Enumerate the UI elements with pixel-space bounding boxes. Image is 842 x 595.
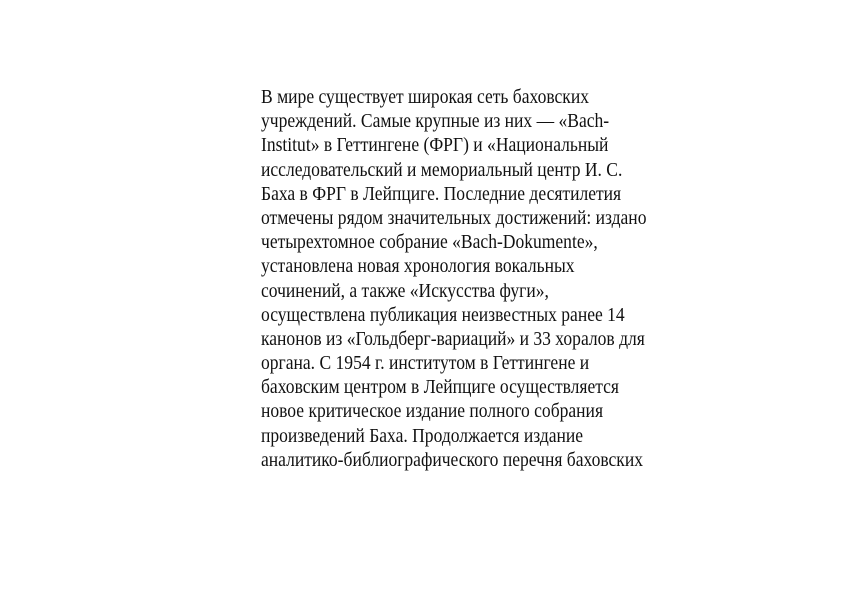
body-paragraph [261,85,691,472]
text-line: четырехтомное собрание «Bach-Dokumente», [261,231,598,254]
text-line: органа. С 1954 г. институтом в Геттингене и [261,352,590,375]
text-line: баховским центром в Лейпциге осуществляется [261,376,619,399]
text-line: отмечены рядом значительных достижений: издано [261,206,647,229]
text-line: произведений Баха. Продолжается издание [261,424,584,447]
text-line: В мире существует широкая сеть баховских [261,86,589,108]
text-line: сочинений, а также «Искусства фуги», [261,279,549,302]
text-line: установлена новая хронология вокальных [261,255,575,278]
text-line: аналитико-библиографического перечня баховских [261,448,643,471]
text-line: Institut» в Геттингене (ФРГ) и «Национальный [261,134,609,157]
text-line: исследовательский и мемориальный центр И. С. [261,158,623,181]
text-line: Баха в ФРГ в Лейпциге. Последние десятилетия [261,182,622,205]
text-line: новое критическое издание полного собрания [261,400,604,423]
text-line: осуществлена публикация неизвестных ранее 14 [261,303,625,326]
text-line: канонов из «Гольдберг-вариаций» и 33 хоралов для [261,327,645,350]
text-line: учреждений. Самые крупные из них — «Bach- [261,110,610,133]
